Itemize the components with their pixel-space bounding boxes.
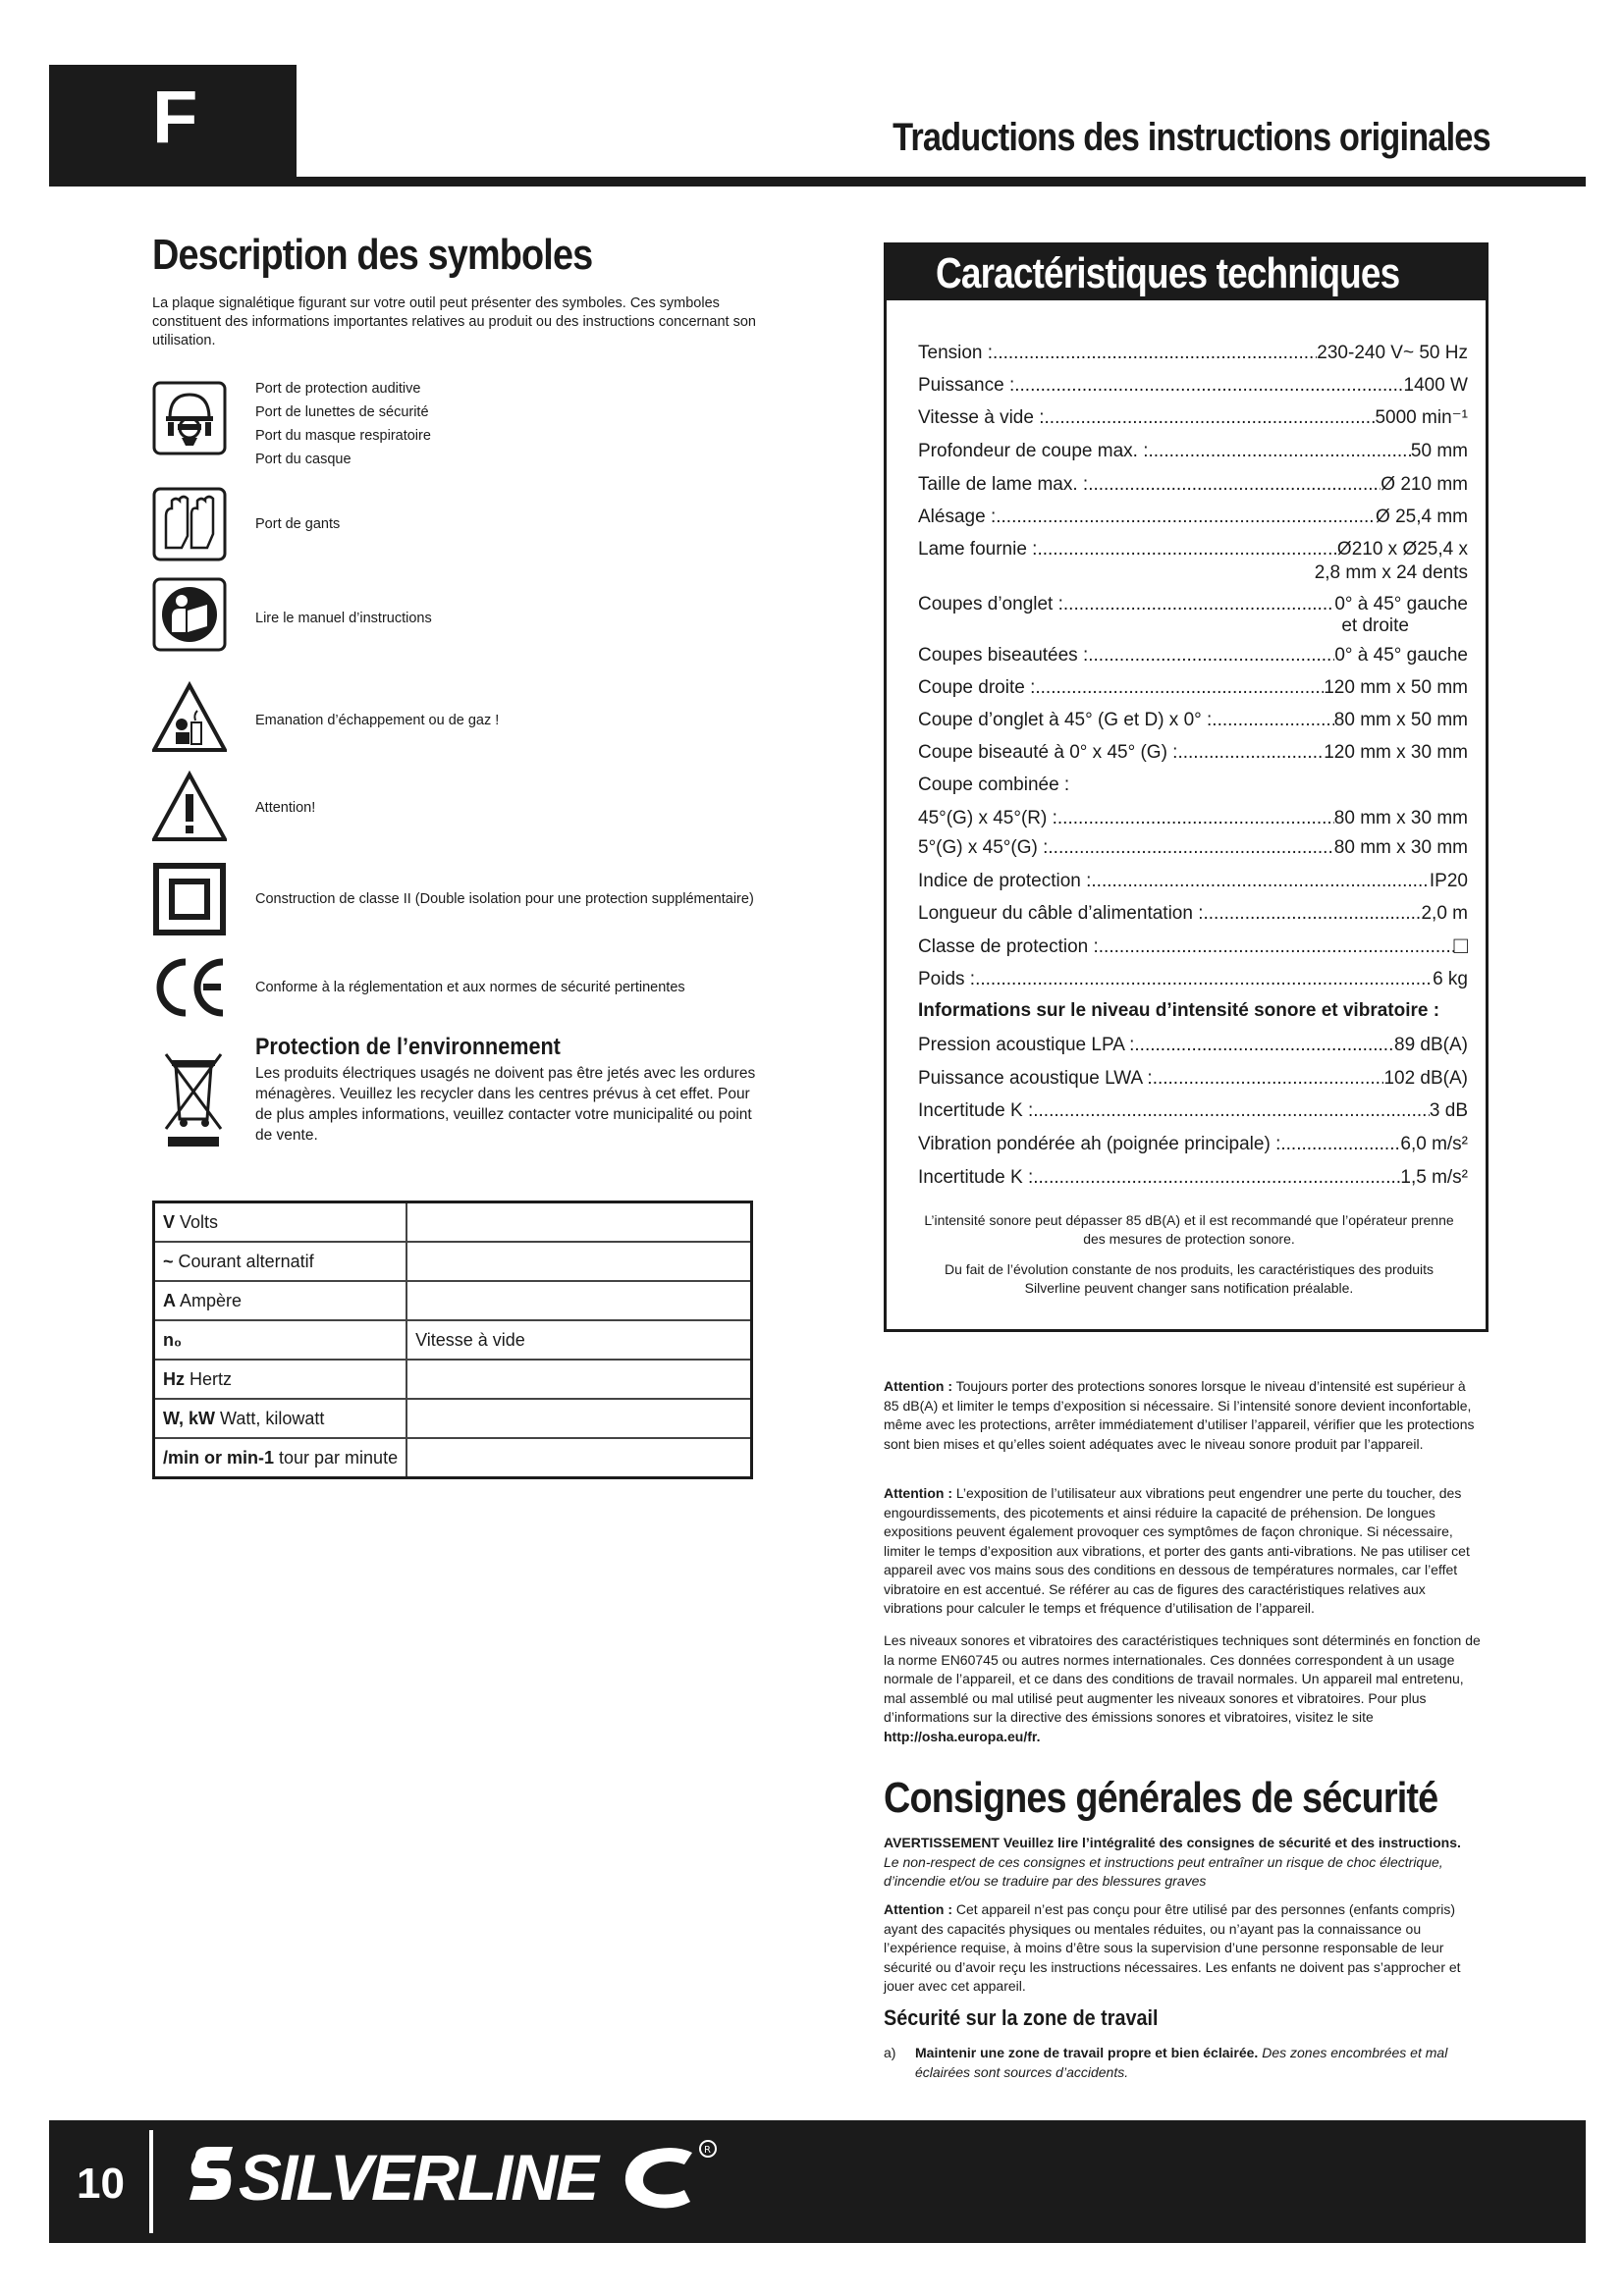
unit-text: Hertz [185, 1368, 233, 1389]
spec-row [918, 538, 1468, 561]
unit-value [406, 1202, 751, 1243]
item-bold: Maintenir une zone de travail propre et bien éclairée. [915, 2045, 1259, 2060]
protection-line: Port du masque respiratoire [255, 428, 431, 444]
unit-key: /min or min-1 [163, 1447, 275, 1468]
table-row [154, 1202, 752, 1243]
unit-key: V [163, 1211, 176, 1232]
spec-value: 0° à 45° gauche [1334, 645, 1468, 666]
spec-row [918, 870, 1468, 893]
spec-label: Coupe droite : [918, 677, 1036, 698]
unit-key: Hz [163, 1368, 185, 1389]
spec-label: Profondeur de coupe max. : [918, 441, 1149, 461]
spec-value: Ø 25,4 mm [1376, 507, 1468, 527]
units-table [152, 1201, 753, 1479]
noise-note: L’intensité sonore peut dépasser 85 dB(A) et il est recommandé que l’opérateur prenne des mesures de protection sonore. [924, 1212, 1454, 1247]
spec-value: Ø210 x Ø25,4 x [1336, 539, 1468, 560]
spec-row [918, 506, 1468, 529]
spec-value: 102 dB(A) [1383, 1068, 1468, 1089]
spec-label: Coupe biseauté à 0° x 45° (G) : [918, 742, 1178, 763]
spec-label: Incertitude K : [918, 1167, 1034, 1188]
ppe-icon [152, 381, 227, 455]
item-italic: Des zones encombrées et mal éclairées sont sources d’accidents. [915, 2045, 1448, 2080]
section-letter: F [152, 76, 198, 159]
spec-value: 3 dB [1429, 1100, 1468, 1121]
spec-value: Ø 210 mm [1380, 474, 1468, 495]
gas-warning-icon [152, 681, 227, 756]
spec-row [918, 374, 1468, 398]
work-area-heading: Sécurité sur la zone de travail [884, 2005, 1159, 2030]
spec-value: 0° à 45° gauche [1334, 594, 1468, 614]
unit-key: A [163, 1290, 176, 1310]
environment-heading: Protection de l’environnement [255, 1034, 561, 1060]
spec-row [918, 1133, 1468, 1156]
spec-value: 80 mm x 50 mm [1333, 710, 1468, 730]
specs-header [887, 245, 1486, 300]
ce-label: Conforme à la réglementation et aux normes de sécurité pertinentes [255, 980, 685, 995]
spec-label: Longueur du câble d’alimentation : [918, 903, 1204, 924]
table-row [154, 1399, 752, 1438]
silverline-logo [182, 2135, 731, 2223]
symbols-heading: Description des symboles [152, 231, 593, 279]
spec-row [918, 807, 1468, 830]
spec-row [918, 968, 1468, 991]
spec-label: Puissance : [918, 375, 1015, 396]
spec-label: Poids : [918, 969, 976, 989]
spec-value: 5000 min⁻¹ [1375, 407, 1468, 428]
spec-label: Tension : [918, 343, 994, 363]
spec-value: 6,0 m/s² [1400, 1134, 1468, 1154]
spec-label: Coupes d’onglet : [918, 594, 1063, 614]
unit-text: Volts [175, 1211, 219, 1232]
unit-text: Courant alternatif [173, 1251, 314, 1271]
spec-value: 2,0 m [1421, 903, 1468, 924]
unit-text: tour par minute [274, 1447, 399, 1468]
class-ii-icon [152, 862, 227, 936]
unit-value: Vitesse à vide [406, 1320, 751, 1360]
unit-value [406, 1281, 751, 1320]
attention-label: Attention : [884, 1378, 952, 1394]
spec-value: 50 mm [1410, 441, 1468, 461]
unit-value [406, 1438, 751, 1478]
safety-warning [884, 1834, 1485, 1892]
evolution-note: Du fait de l’évolution constante de nos produits, les caractéristiques des produits Silverline peuvent changer sans notification préalable. [944, 1261, 1435, 1296]
weee-bin-icon [162, 1050, 225, 1148]
spec-label: Alésage : [918, 507, 997, 527]
spec-label: Coupe combinée : [918, 774, 1070, 795]
spec-value: 230-240 V~ 50 Hz [1317, 343, 1468, 363]
spec-value: 120 mm x 30 mm [1324, 742, 1468, 763]
unit-value [406, 1242, 751, 1281]
class2-label: Construction de classe II (Double isolation pour une protection supplémentaire) [255, 891, 754, 907]
table-row [154, 1360, 752, 1399]
table-row [154, 1438, 752, 1478]
gas-label: Emanation d’échappement ou de gaz ! [255, 713, 500, 728]
unit-value [406, 1360, 751, 1399]
symbols-intro: La plaque signalétique figurant sur votre outil peut présenter des symboles. Ces symboles constituent des informations importantes relatives au produit ou des instructions concernant son utilisation. [152, 295, 756, 348]
spec-value: 6 kg [1433, 969, 1468, 989]
warning-italic: Le non-respect de ces consignes et instructions peut entraîner un risque de choc électrique, d’incendie et/ou se traduire par des blessures graves [884, 1853, 1443, 1889]
spec-value: 1,5 m/s² [1400, 1167, 1468, 1188]
noise-heading: Informations sur le niveau d’intensité sonore et vibratoire : [918, 1000, 1440, 1021]
spec-row [918, 836, 1468, 860]
environment-text: Les produits électriques usagés ne doivent pas être jetés avec les ordures ménagères. Veuillez les recycler dans les centres prévus à cet effet. Pour de plus amples informations, veuillez contacter votre municipalité ou point de vente. [255, 1065, 756, 1144]
gloves-label: Port de gants [255, 516, 341, 532]
protection-line: Port de lunettes de sécurité [255, 404, 429, 420]
footer-divider [149, 2130, 153, 2233]
unit-text: Watt, kilowatt [215, 1408, 325, 1428]
spec-value: 89 dB(A) [1394, 1035, 1468, 1055]
header-rule [49, 177, 1586, 187]
paragraph-text: Toujours porter des protections sonores lorsque le niveau d’intensité est supérieur à 85 dB(A) et limiter le temps d’exposition si nécessaire. Si l’intensité sonore devient inconfortable, même avec les protections, arrêter immédiatement d’utiliser l’appareil, vérifier que les protections sont bien mises et qu’elles soient adéquates avec le niveau sonore produit par l’appareil. [884, 1378, 1475, 1452]
table-row [154, 1281, 752, 1320]
unit-key: n₀ [163, 1329, 183, 1350]
spec-row [918, 644, 1468, 667]
spec-label: Taille de lame max. : [918, 474, 1089, 495]
ce-mark-icon [152, 950, 227, 1025]
vibration-attention [884, 1484, 1485, 1619]
spec-row [918, 1166, 1468, 1190]
protection-line: Port de protection auditive [255, 381, 421, 397]
table-row [154, 1320, 752, 1360]
spec-row [918, 1034, 1468, 1057]
spec-row-cont [918, 614, 1468, 638]
unit-key: W, kW [163, 1408, 215, 1428]
unit-key: ~ [163, 1251, 174, 1271]
spec-value: IP20 [1429, 871, 1468, 891]
spec-row [918, 774, 1468, 797]
specs-panel [884, 242, 1489, 1332]
spec-row [918, 473, 1468, 497]
noise-attention [884, 1377, 1485, 1454]
spec-row [918, 440, 1468, 463]
attention-label: Attention : [884, 1901, 952, 1917]
spec-value: 120 mm x 50 mm [1324, 677, 1468, 698]
warning-bold: AVERTISSEMENT Veuillez lire l’intégralité des consignes de sécurité et des instructions. [884, 1835, 1461, 1850]
spec-row [918, 902, 1468, 926]
paragraph-text: L’exposition de l’utilisateur aux vibrations peut engendrer une perte du toucher, des engourdissements, des picotements et ainsi réduire la capacité de préhension. De longues expositions peuvent également provoquer ces symptômes de façon chronique. Si nécessaire, limiter le temps d’exposition aux vibrations, et porter des gants anti-vibrations. Ne pas utiliser cet appareil avec vos mains sous des conditions en dessous de températures normales, car l’effet vibratoire en est accentué. Se référer au cas de figures des caractéristiques relatives aux vibrations pour calculer le temps et fréquence d’utilisation de l’appareil. [884, 1485, 1470, 1616]
list-marker: a) [884, 2045, 896, 2060]
spec-row [918, 406, 1468, 430]
safety-heading: Consignes générales de sécurité [884, 1774, 1438, 1822]
standards-paragraph [884, 1631, 1485, 1746]
page-number: 10 [77, 2160, 125, 2208]
paragraph-text: Cet appareil n’est pas conçu pour être utilisé par des personnes (enfants compris) ayant des capacités physiques ou mentales réduites, ou n’ayant pas la connaissance ou l’expérience requise, à moins d’être sous la supervision d’une personne responsable de leur sécurité ou d’avoir reçu les instructions nécessaires. Les enfants ne doivent pas s’approcher et jouer avec cet appareil. [884, 1901, 1461, 1994]
spec-label: Incertitude K : [918, 1100, 1034, 1121]
gloves-icon [152, 487, 227, 561]
page-title: Traductions des instructions originales [893, 116, 1490, 159]
logo-wordmark: SILVERLINE [239, 2141, 598, 2214]
unit-text: Ampère [176, 1290, 243, 1310]
spec-label: 45°(G) x 45°(R) : [918, 808, 1057, 828]
safety-attention [884, 1900, 1485, 1997]
safety-item-a [884, 2044, 1485, 2082]
spec-label: Classe de protection : [918, 936, 1099, 957]
manual-label: Lire le manuel d’instructions [255, 611, 432, 626]
spec-label: Coupes biseautées : [918, 645, 1089, 666]
spec-label: Coupe d’onglet à 45° (G et D) x 0° : [918, 710, 1213, 730]
spec-row [918, 342, 1468, 365]
manual-icon [152, 577, 227, 652]
spec-row [918, 1067, 1468, 1091]
table-row [154, 1242, 752, 1281]
spec-label: Lame fournie : [918, 539, 1038, 560]
osha-link[interactable]: http://osha.europa.eu/fr. [884, 1728, 1041, 1744]
svg-text:R: R [704, 2145, 711, 2156]
warning-icon [152, 771, 227, 845]
spec-row [918, 741, 1468, 765]
spec-label: Pression acoustique LPA : [918, 1035, 1135, 1055]
unit-value [406, 1399, 751, 1438]
spec-row [918, 1099, 1468, 1123]
spec-row-cont [918, 561, 1468, 585]
spec-label: Indice de protection : [918, 871, 1092, 891]
spec-label: Puissance acoustique LWA : [918, 1068, 1153, 1089]
paragraph-text: Les niveaux sonores et vibratoires des caractéristiques techniques sont déterminés en fonction de la norme EN60745 ou autres normes internationales. Ces données correspondent à un usage normale de l’appareil, et ce dans des conditions de travail normales. Un appareil mal entretenu, mal assemblé ou mal utilisé peut augmenter les niveaux sonores et vibratoires. Pour plus d’informations sur la directive des émissions sonores et vibratoires, visitez le site [884, 1632, 1481, 1725]
spec-value: 80 mm x 30 mm [1333, 808, 1468, 828]
spec-value: et droite [1341, 615, 1409, 636]
spec-value: 80 mm x 30 mm [1333, 837, 1468, 858]
spec-row [918, 709, 1468, 732]
spec-row [918, 676, 1468, 700]
warning-label: Attention! [255, 800, 316, 816]
spec-value: 1400 W [1403, 375, 1468, 396]
spec-row [918, 935, 1468, 959]
spec-row [918, 593, 1468, 616]
protection-line: Port du casque [255, 452, 352, 467]
spec-value: 2,8 mm x 24 dents [1314, 562, 1468, 583]
spec-value: □ [1453, 933, 1468, 959]
spec-label: Vibration pondérée ah (poignée principale) : [918, 1134, 1281, 1154]
spec-label: Vitesse à vide : [918, 407, 1045, 428]
spec-label: 5°(G) x 45°(G) : [918, 837, 1049, 858]
specs-title: Caractéristiques techniques [936, 249, 1400, 297]
attention-label: Attention : [884, 1485, 952, 1501]
